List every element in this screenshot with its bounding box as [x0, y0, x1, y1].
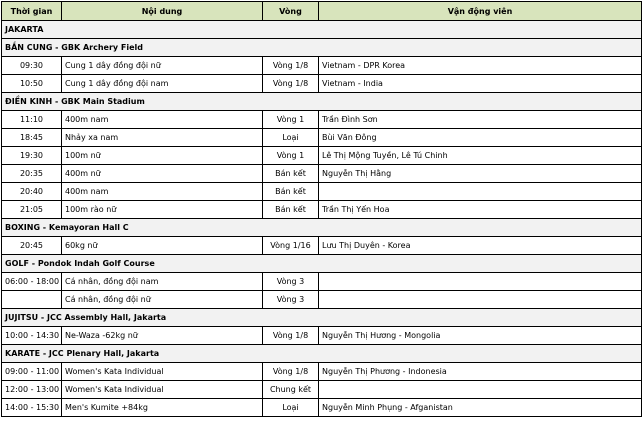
city-title: JAKARTA: [2, 21, 642, 39]
event-round: Vòng 3: [263, 291, 319, 309]
event-content: Ne-Waza -62kg nữ: [62, 327, 263, 345]
event-time: 10:00 - 14:30: [2, 327, 62, 345]
event-athletes: [319, 183, 642, 201]
event-row: [2, 129, 642, 147]
header-row: [2, 2, 642, 21]
event-row: [2, 399, 642, 417]
event-round: Bán kết: [263, 201, 319, 219]
section-title: KARATE - JCC Plenary Hall, Jakarta: [2, 345, 642, 363]
event-row: [2, 111, 642, 129]
city-row: [2, 21, 642, 39]
event-time: 09:30: [2, 57, 62, 75]
schedule-container: [1, 1, 642, 417]
section-header-row: [2, 345, 642, 363]
event-row: [2, 363, 642, 381]
event-athletes: Lưu Thị Duyên - Korea: [319, 237, 642, 255]
event-content: 400m nam: [62, 111, 263, 129]
event-row: [2, 165, 642, 183]
event-athletes: [319, 273, 642, 291]
header-round: Vòng: [263, 2, 319, 21]
section-header-row: [2, 255, 642, 273]
event-row: [2, 75, 642, 93]
event-time: 06:00 - 18:00: [2, 273, 62, 291]
event-round: Vòng 1/8: [263, 327, 319, 345]
section-title: ĐIỀN KINH - GBK Main Stadium: [2, 93, 642, 111]
event-content: Cá nhân, đồng đội nam: [62, 273, 263, 291]
event-round: Vòng 3: [263, 273, 319, 291]
event-time: [2, 291, 62, 309]
event-round: Vòng 1/8: [263, 57, 319, 75]
event-round: Vòng 1: [263, 147, 319, 165]
event-content: Women's Kata Individual: [62, 381, 263, 399]
event-round: Loại: [263, 399, 319, 417]
event-athletes: [319, 381, 642, 399]
event-row: [2, 201, 642, 219]
header-time: Thời gian: [2, 2, 62, 21]
event-athletes: Trần Đình Sơn: [319, 111, 642, 129]
event-round: Loại: [263, 129, 319, 147]
event-row: [2, 237, 642, 255]
section-header-row: [2, 39, 642, 57]
event-content: Cung 1 dây đồng đội nữ: [62, 57, 263, 75]
event-content: Cá nhân, đồng đội nữ: [62, 291, 263, 309]
event-row: [2, 57, 642, 75]
event-row: [2, 327, 642, 345]
event-time: 18:45: [2, 129, 62, 147]
event-row: [2, 183, 642, 201]
event-time: 14:00 - 15:30: [2, 399, 62, 417]
event-athletes: Trần Thị Yến Hoa: [319, 201, 642, 219]
event-content: Men's Kumite +84kg: [62, 399, 263, 417]
event-content: Cung 1 dây đồng đội nam: [62, 75, 263, 93]
event-round: Vòng 1/8: [263, 363, 319, 381]
section-header-row: [2, 309, 642, 327]
event-row: [2, 291, 642, 309]
section-title: BOXING - Kemayoran Hall C: [2, 219, 642, 237]
section-header-row: [2, 219, 642, 237]
event-content: 400m nữ: [62, 165, 263, 183]
event-content: Women's Kata Individual: [62, 363, 263, 381]
event-time: 20:40: [2, 183, 62, 201]
event-athletes: Nguyễn Thị Phương - Indonesia: [319, 363, 642, 381]
event-round: Vòng 1/16: [263, 237, 319, 255]
event-content: 100m rào nữ: [62, 201, 263, 219]
event-content: 400m nam: [62, 183, 263, 201]
event-row: [2, 147, 642, 165]
event-athletes: Vietnam - India: [319, 75, 642, 93]
event-round: Bán kết: [263, 183, 319, 201]
event-time: 09:00 - 11:00: [2, 363, 62, 381]
event-round: Chung kết: [263, 381, 319, 399]
event-round: Vòng 1/8: [263, 75, 319, 93]
event-athletes: Bùi Văn Đông: [319, 129, 642, 147]
event-athletes: Nguyễn Thị Hương - Mongolia: [319, 327, 642, 345]
event-athletes: Nguyễn Minh Phụng - Afganistan: [319, 399, 642, 417]
event-athletes: [319, 291, 642, 309]
section-title: GOLF - Pondok Indah Golf Course: [2, 255, 642, 273]
event-content: 60kg nữ: [62, 237, 263, 255]
schedule-body: [2, 2, 642, 417]
event-time: 12:00 - 13:00: [2, 381, 62, 399]
event-time: 20:45: [2, 237, 62, 255]
event-time: 20:35: [2, 165, 62, 183]
event-row: [2, 381, 642, 399]
event-time: 21:05: [2, 201, 62, 219]
section-title: BẮN CUNG - GBK Archery Field: [2, 39, 642, 57]
header-athletes: Vận động viên: [319, 2, 642, 21]
event-time: 10:50: [2, 75, 62, 93]
event-content: Nhảy xa nam: [62, 129, 263, 147]
header-content: Nội dung: [62, 2, 263, 21]
event-time: 19:30: [2, 147, 62, 165]
event-athletes: Vietnam - DPR Korea: [319, 57, 642, 75]
section-title: JUJITSU - JCC Assembly Hall, Jakarta: [2, 309, 642, 327]
event-row: [2, 273, 642, 291]
event-content: 100m nữ: [62, 147, 263, 165]
section-header-row: [2, 93, 642, 111]
event-round: Vòng 1: [263, 111, 319, 129]
event-athletes: Lê Thị Mộng Tuyền, Lê Tú Chinh: [319, 147, 642, 165]
event-athletes: Nguyễn Thị Hằng: [319, 165, 642, 183]
event-round: Bán kết: [263, 165, 319, 183]
event-time: 11:10: [2, 111, 62, 129]
schedule-table: [1, 1, 642, 417]
